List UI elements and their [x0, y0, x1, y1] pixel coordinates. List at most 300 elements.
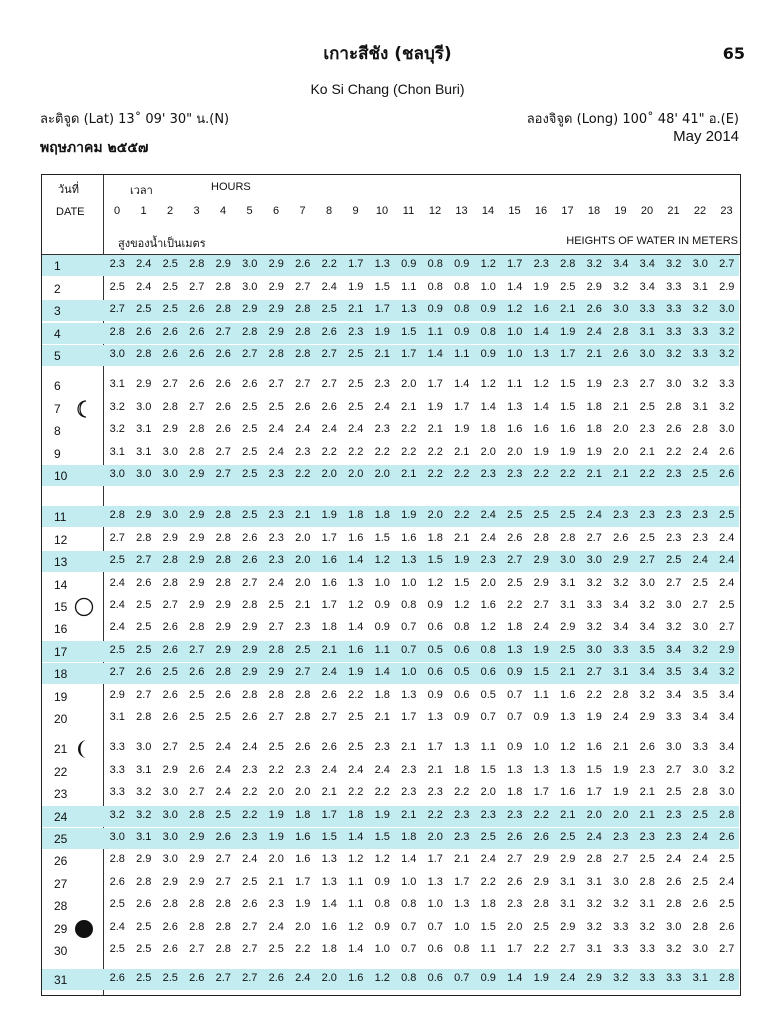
- height-cell: 2.0: [348, 468, 364, 480]
- day-number: 24: [54, 809, 68, 824]
- height-cell: 3.2: [586, 258, 602, 270]
- height-cell: 2.5: [480, 831, 496, 843]
- height-cell: 2.8: [215, 303, 231, 315]
- day-number: 7: [54, 401, 61, 416]
- height-cell: 3.0: [666, 920, 682, 933]
- height-cell: 1.1: [454, 348, 470, 360]
- height-cell: 2.3: [666, 831, 682, 843]
- height-cell: 1.4: [348, 621, 364, 633]
- height-cell: 1.4: [454, 378, 470, 390]
- height-cell: 2.7: [136, 554, 152, 566]
- height-cell: 1.7: [427, 741, 443, 753]
- height-cell: 3.4: [719, 741, 735, 753]
- hour-label: 14: [481, 205, 495, 217]
- height-cell: 2.1: [427, 423, 443, 435]
- height-cell: 2.7: [162, 741, 178, 753]
- height-cell: 2.3: [348, 325, 364, 338]
- height-cell: 1.1: [401, 280, 417, 293]
- height-cell: 2.0: [374, 468, 390, 480]
- height-cell: 2.6: [719, 468, 735, 480]
- height-cell: 1.7: [427, 378, 443, 390]
- height-cell: 2.2: [560, 468, 576, 480]
- date-label-en: DATE: [56, 206, 85, 218]
- height-cell: 2.8: [189, 258, 205, 270]
- height-cell: 2.5: [295, 643, 311, 656]
- height-cell: 2.9: [162, 763, 178, 776]
- height-cell: 2.4: [242, 853, 258, 865]
- height-cell: 2.7: [162, 378, 178, 390]
- height-cell: 2.1: [374, 711, 390, 723]
- height-cell: 2.6: [109, 875, 125, 888]
- height-cell: 2.8: [242, 688, 258, 701]
- height-cell: 1.7: [454, 400, 470, 413]
- height-cell: 2.7: [215, 972, 231, 984]
- height-cell: 2.5: [162, 666, 178, 678]
- height-cell: 2.8: [719, 972, 735, 984]
- height-cell: 2.7: [109, 303, 125, 315]
- height-cell: 1.5: [454, 576, 470, 589]
- height-cell: 2.7: [109, 666, 125, 678]
- table-row: [42, 574, 739, 595]
- height-cell: 2.6: [692, 898, 708, 910]
- height-cell: 1.0: [533, 741, 549, 753]
- table-row: [42, 345, 739, 366]
- height-cell: 2.7: [507, 853, 523, 865]
- height-cell: 3.3: [613, 643, 629, 656]
- height-cell: 2.0: [613, 808, 629, 821]
- height-cell: 1.9: [348, 280, 364, 293]
- height-cell: 2.7: [242, 972, 258, 984]
- hour-label: 16: [534, 205, 548, 217]
- height-cell: 2.9: [268, 258, 284, 270]
- height-cell: 0.8: [374, 898, 390, 910]
- height-cell: 2.5: [639, 400, 655, 413]
- height-cell: 0.9: [480, 303, 496, 315]
- latitude-label: ละติจูด (Lat) 13˚ 09' 30" น.(N): [40, 112, 230, 127]
- table-row: [42, 918, 739, 939]
- height-cell: 2.3: [109, 258, 125, 270]
- height-cell: 1.2: [480, 378, 496, 390]
- height-cell: 2.7: [639, 378, 655, 390]
- hour-label: 11: [402, 205, 415, 217]
- height-cell: 2.6: [162, 711, 178, 723]
- height-cell: 2.5: [109, 943, 125, 955]
- height-cell: 2.6: [719, 831, 735, 843]
- height-cell: 1.3: [348, 576, 364, 589]
- height-cell: 0.9: [480, 348, 496, 360]
- height-cell: 2.7: [136, 688, 152, 701]
- height-cell: 2.4: [109, 920, 125, 933]
- page-number: 65: [722, 44, 745, 63]
- height-cell: 2.4: [268, 576, 284, 589]
- height-cell: 2.3: [454, 831, 470, 843]
- height-cell: 0.8: [480, 325, 496, 338]
- height-cell: 2.7: [268, 621, 284, 633]
- height-cell: 2.7: [268, 378, 284, 390]
- full-moon-icon: [74, 597, 94, 617]
- day-number: 6: [54, 379, 61, 393]
- height-cell: 3.2: [109, 400, 125, 413]
- height-cell: 2.3: [268, 554, 284, 566]
- height-cell: 2.9: [242, 643, 258, 656]
- height-cell: 1.6: [348, 972, 364, 984]
- height-cell: 2.3: [613, 831, 629, 843]
- height-cell: 3.0: [242, 280, 258, 293]
- hour-label: 17: [561, 205, 574, 217]
- height-cell: 1.5: [374, 831, 390, 843]
- height-cell: 2.2: [427, 445, 443, 458]
- height-cell: 2.6: [321, 688, 337, 701]
- height-cell: 1.5: [480, 763, 496, 776]
- height-cell: 2.8: [666, 400, 682, 413]
- height-cell: 0.8: [427, 258, 443, 270]
- height-cell: 1.8: [586, 400, 602, 413]
- height-cell: 1.2: [348, 920, 364, 933]
- height-cell: 0.9: [374, 621, 390, 633]
- height-cell: 2.7: [189, 643, 205, 656]
- height-cell: 2.5: [109, 898, 125, 910]
- height-cell: 3.3: [586, 599, 602, 611]
- height-cell: 2.6: [321, 400, 337, 413]
- height-cell: 2.5: [136, 943, 152, 955]
- height-cell: 2.1: [560, 666, 576, 678]
- height-cell: 2.6: [136, 325, 152, 338]
- height-cell: 0.8: [454, 621, 470, 633]
- height-cell: 2.2: [533, 808, 549, 821]
- height-cell: 2.1: [427, 763, 443, 776]
- day-number: 20: [54, 712, 68, 726]
- height-cell: 1.9: [533, 972, 549, 984]
- height-cell: 2.0: [586, 808, 602, 821]
- height-cell: 2.2: [295, 943, 311, 955]
- height-cell: 1.9: [401, 509, 417, 521]
- height-cell: 2.1: [560, 303, 576, 315]
- height-cell: 2.1: [401, 741, 417, 753]
- table-row: [42, 783, 739, 804]
- height-cell: 3.3: [692, 325, 708, 338]
- height-cell: 3.1: [639, 325, 655, 338]
- hour-label: 22: [693, 205, 707, 217]
- height-cell: 2.8: [136, 531, 152, 544]
- height-cell: 1.9: [374, 808, 390, 821]
- height-cell: 1.6: [295, 831, 311, 843]
- height-cell: 1.9: [586, 711, 602, 723]
- height-cell: 0.7: [401, 943, 417, 955]
- height-cell: 1.6: [533, 423, 549, 435]
- height-cell: 2.1: [374, 348, 390, 360]
- height-cell: 2.3: [639, 831, 655, 843]
- height-cell: 0.8: [401, 972, 417, 984]
- height-cell: 3.0: [162, 808, 178, 821]
- height-cell: 0.9: [507, 666, 523, 678]
- height-cell: 2.6: [189, 303, 205, 315]
- height-cell: 2.7: [242, 920, 258, 933]
- table-row: [42, 300, 739, 321]
- height-cell: 2.1: [454, 531, 470, 544]
- height-cell: 3.0: [586, 554, 602, 566]
- height-cell: 0.7: [427, 920, 443, 933]
- height-cell: 2.4: [348, 763, 364, 776]
- day-number: 16: [54, 622, 68, 636]
- day-number: 23: [54, 787, 68, 801]
- height-cell: 2.1: [401, 468, 417, 480]
- height-cell: 2.6: [189, 325, 205, 338]
- height-cell: 3.0: [692, 943, 708, 955]
- height-cell: 2.6: [586, 303, 602, 315]
- height-cell: 2.8: [295, 348, 311, 360]
- height-cell: 2.6: [719, 445, 735, 458]
- height-cell: 1.8: [454, 763, 470, 776]
- height-cell: 2.7: [321, 348, 337, 360]
- height-cell: 2.3: [507, 808, 523, 821]
- height-cell: 2.5: [533, 920, 549, 933]
- height-cell: 0.5: [454, 666, 470, 678]
- height-cell: 1.7: [586, 786, 602, 798]
- height-cell: 1.8: [374, 509, 390, 521]
- height-cell: 2.0: [268, 853, 284, 865]
- height-cell: 2.4: [719, 531, 735, 544]
- height-cell: 2.4: [136, 258, 152, 270]
- height-cell: 2.0: [427, 509, 443, 521]
- height-cell: 2.2: [480, 875, 496, 888]
- height-cell: 1.1: [533, 688, 549, 701]
- height-cell: 2.6: [719, 920, 735, 933]
- day-number: 28: [54, 899, 68, 913]
- day-number: 5: [54, 349, 61, 363]
- height-cell: 1.3: [321, 875, 337, 888]
- height-cell: 2.6: [189, 972, 205, 984]
- height-cell: 2.7: [295, 280, 311, 293]
- height-cell: 2.6: [215, 423, 231, 435]
- height-cell: 3.0: [639, 348, 655, 360]
- height-cell: 2.0: [295, 531, 311, 544]
- height-cell: 2.8: [215, 554, 231, 566]
- height-cell: 1.4: [480, 400, 496, 413]
- height-cell: 1.6: [560, 423, 576, 435]
- height-cell: 2.6: [215, 831, 231, 843]
- height-cell: 0.7: [480, 711, 496, 723]
- table-row: [42, 828, 739, 849]
- height-cell: 2.4: [348, 423, 364, 435]
- height-cell: 2.4: [321, 280, 337, 293]
- height-cell: 2.7: [189, 400, 205, 413]
- height-cell: 0.8: [454, 943, 470, 955]
- height-cell: 1.7: [427, 853, 443, 865]
- height-cell: 2.4: [109, 621, 125, 633]
- height-cell: 2.6: [215, 378, 231, 390]
- height-cell: 2.6: [136, 898, 152, 910]
- height-cell: 2.2: [427, 808, 443, 821]
- height-cell: 2.7: [215, 468, 231, 480]
- height-cell: 2.7: [692, 599, 708, 611]
- height-cell: 1.9: [321, 509, 337, 521]
- height-cell: 2.2: [401, 445, 417, 458]
- height-cell: 3.0: [109, 468, 125, 480]
- height-cell: 2.3: [666, 468, 682, 480]
- tide-table: [41, 174, 741, 996]
- height-cell: 2.4: [719, 554, 735, 566]
- height-cell: 1.8: [586, 423, 602, 435]
- day-number: 14: [54, 577, 68, 592]
- height-cell: 2.3: [427, 786, 443, 798]
- height-cell: 2.6: [215, 348, 231, 360]
- height-cell: 3.3: [639, 943, 655, 955]
- height-cell: 3.2: [692, 303, 708, 315]
- height-cell: 2.9: [215, 258, 231, 270]
- height-cell: 2.9: [189, 531, 205, 544]
- height-cell: 2.7: [666, 576, 682, 589]
- height-cell: 3.0: [162, 468, 178, 480]
- height-cell: 1.9: [533, 445, 549, 458]
- height-cell: 3.0: [109, 831, 125, 843]
- height-cell: 2.2: [321, 445, 337, 458]
- height-cell: 2.5: [560, 280, 576, 293]
- height-cell: 1.3: [401, 688, 417, 701]
- height-cell: 2.9: [136, 853, 152, 865]
- height-cell: 2.7: [321, 711, 337, 723]
- hour-label: 1: [140, 205, 147, 217]
- height-cell: 2.6: [242, 531, 258, 544]
- height-cell: 1.2: [348, 599, 364, 611]
- height-cell: 0.9: [533, 711, 549, 723]
- height-cell: 2.2: [321, 258, 337, 270]
- height-cell: 2.8: [162, 576, 178, 589]
- height-cell: 2.5: [719, 599, 735, 611]
- height-cell: 1.3: [560, 711, 576, 723]
- height-cell: 1.3: [374, 258, 390, 270]
- height-cell: 2.6: [189, 348, 205, 360]
- height-cell: 2.9: [560, 920, 576, 933]
- last-quarter-moon-icon: [74, 739, 94, 759]
- height-cell: 1.6: [321, 920, 337, 933]
- height-cell: 3.3: [613, 943, 629, 955]
- height-cell: 1.6: [533, 303, 549, 315]
- height-cell: 2.3: [480, 554, 496, 566]
- table-row: [42, 969, 739, 990]
- month-label-th: พฤษภาคม ๒๕๕๗: [40, 140, 149, 156]
- height-cell: 1.4: [348, 831, 364, 843]
- height-cell: 2.5: [719, 898, 735, 910]
- height-cell: 2.9: [162, 875, 178, 888]
- height-cell: 1.9: [268, 808, 284, 821]
- height-cell: 1.0: [427, 898, 443, 910]
- height-cell: 0.7: [401, 643, 417, 656]
- day-number: 4: [54, 326, 61, 341]
- height-cell: 2.9: [162, 423, 178, 435]
- height-cell: 1.3: [507, 643, 523, 656]
- height-cell: 2.6: [162, 348, 178, 360]
- height-cell: 2.6: [295, 400, 311, 413]
- height-cell: 0.6: [454, 688, 470, 701]
- height-cell: 2.6: [215, 688, 231, 701]
- height-cell: 1.5: [427, 554, 443, 566]
- height-cell: 2.0: [480, 786, 496, 798]
- height-cell: 3.2: [586, 576, 602, 589]
- height-cell: 3.1: [109, 445, 125, 458]
- height-cell: 3.1: [560, 599, 576, 611]
- height-cell: 3.0: [613, 303, 629, 315]
- height-cell: 2.7: [215, 325, 231, 338]
- height-cell: 2.6: [189, 378, 205, 390]
- height-cell: 1.1: [374, 643, 390, 656]
- height-cell: 1.0: [507, 325, 523, 338]
- height-cell: 2.7: [215, 875, 231, 888]
- height-cell: 2.4: [374, 400, 390, 413]
- height-cell: 2.5: [666, 786, 682, 798]
- height-cell: 2.4: [109, 576, 125, 589]
- height-cell: 1.7: [507, 258, 523, 270]
- height-cell: 2.8: [136, 348, 152, 360]
- day-number: 15: [54, 600, 68, 614]
- height-cell: 2.4: [586, 325, 602, 338]
- height-cell: 2.9: [189, 554, 205, 566]
- table-row: [42, 465, 739, 486]
- height-cell: 2.5: [109, 643, 125, 656]
- height-cell: 2.6: [162, 943, 178, 955]
- height-cell: 2.1: [586, 348, 602, 360]
- height-cell: 2.4: [109, 599, 125, 611]
- height-cell: 3.1: [613, 666, 629, 678]
- day-number: 25: [54, 832, 68, 846]
- height-cell: 2.4: [268, 423, 284, 435]
- height-cell: 3.1: [560, 875, 576, 888]
- height-cell: 1.7: [321, 808, 337, 821]
- height-cell: 2.9: [189, 468, 205, 480]
- height-cell: 1.5: [560, 400, 576, 413]
- height-cell: 3.2: [586, 920, 602, 933]
- height-cell: 2.4: [533, 621, 549, 633]
- height-cell: 3.3: [109, 786, 125, 798]
- height-cell: 3.3: [613, 920, 629, 933]
- height-cell: 0.9: [507, 741, 523, 753]
- height-cell: 1.9: [586, 378, 602, 390]
- height-cell: 0.8: [401, 898, 417, 910]
- height-cell: 2.8: [692, 786, 708, 798]
- height-cell: 2.8: [215, 920, 231, 933]
- height-cell: 1.2: [480, 621, 496, 633]
- height-cell: 1.3: [533, 763, 549, 776]
- hour-label: 2: [166, 205, 174, 217]
- height-cell: 1.7: [533, 786, 549, 798]
- height-cell: 1.0: [401, 666, 417, 678]
- height-cell: 1.2: [348, 853, 364, 865]
- height-cell: 2.3: [295, 445, 311, 458]
- height-cell: 2.9: [189, 831, 205, 843]
- height-cell: 2.5: [507, 576, 523, 589]
- height-cell: 2.8: [189, 621, 205, 633]
- height-cell: 2.8: [109, 325, 125, 338]
- height-cell: 2.8: [136, 875, 152, 888]
- height-cell: 2.7: [507, 554, 523, 566]
- height-cell: 2.8: [189, 423, 205, 435]
- height-cell: 3.2: [639, 920, 655, 933]
- height-cell: 0.5: [427, 643, 443, 656]
- height-cell: 2.8: [136, 711, 152, 723]
- height-cell: 2.8: [268, 643, 284, 656]
- height-cell: 2.7: [719, 258, 735, 270]
- height-cell: 2.3: [639, 423, 655, 435]
- height-cell: 3.3: [666, 711, 682, 723]
- height-cell: 1.2: [374, 554, 390, 566]
- height-cell: 2.6: [162, 688, 178, 701]
- height-cell: 1.4: [427, 348, 443, 360]
- month-label-en: May 2014: [673, 128, 739, 145]
- height-cell: 2.3: [374, 378, 390, 390]
- height-cell: 2.0: [480, 576, 496, 589]
- height-cell: 2.6: [321, 325, 337, 338]
- height-cell: 1.8: [374, 688, 390, 701]
- height-cell: 3.3: [666, 280, 682, 293]
